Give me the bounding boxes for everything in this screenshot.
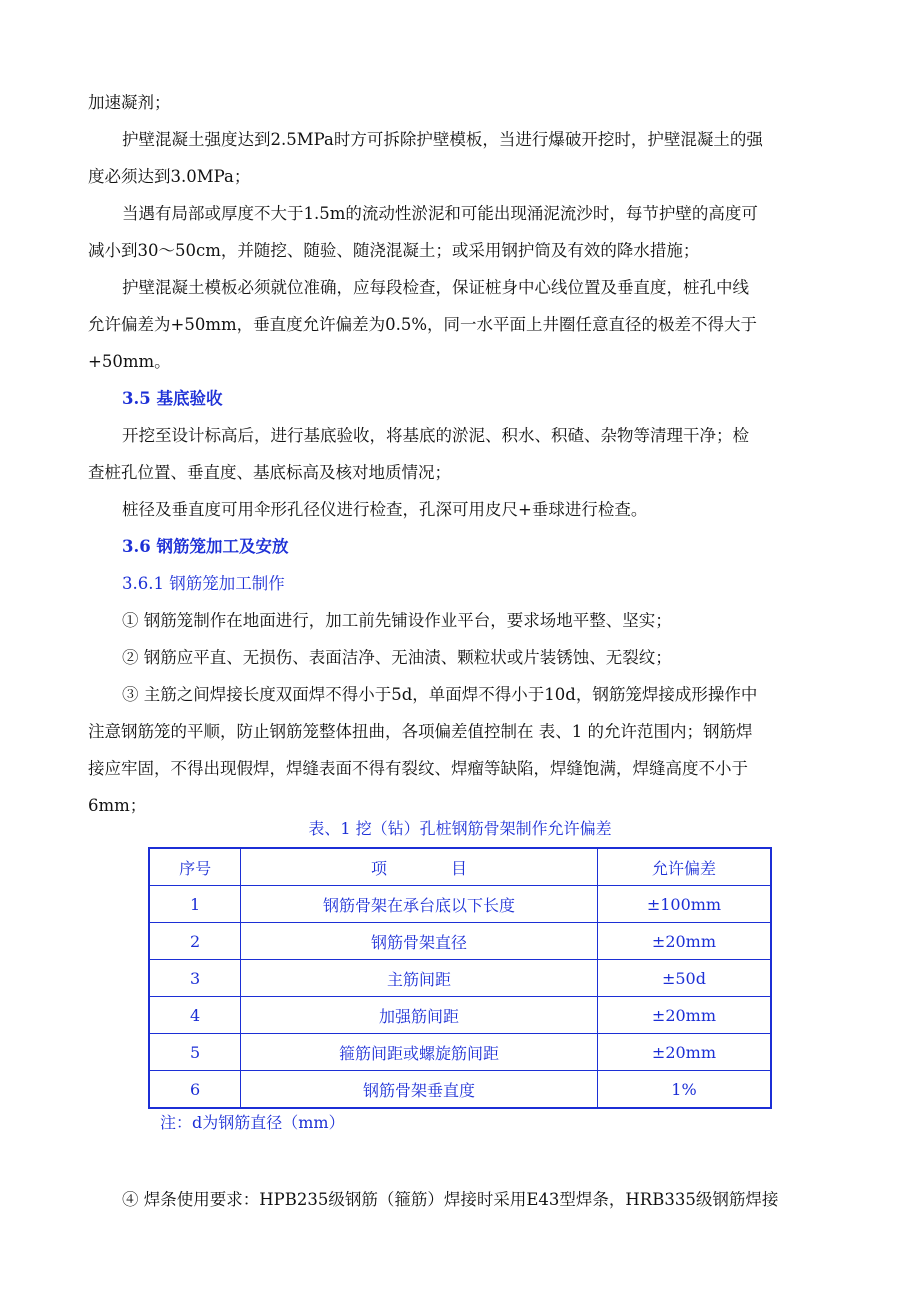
table-cell: 1: [149, 886, 241, 923]
paragraph-line: 护壁混凝土模板必须就位准确，应每段检查，保证桩身中心线位置及垂直度，桩孔中线: [122, 278, 749, 297]
table-cell: 4: [149, 997, 241, 1034]
paragraph-line: 查桩孔位置、垂直度、基底标高及核对地质情况；: [88, 463, 451, 482]
section-heading-3-5: 3.5 基底验收: [122, 389, 223, 408]
table-cell: ±50d: [597, 960, 771, 997]
paragraph-line: 接应牢固，不得出现假焊，焊缝表面不得有裂纹、焊瘤等缺陷，焊缝饱满，焊缝高度不小于: [88, 759, 748, 778]
table-row: [149, 923, 771, 960]
table-header-cell: 项 目: [241, 848, 598, 886]
paragraph-line: 注意钢筋笼的平顺，防止钢筋笼整体扭曲，各项偏差值控制在 表、1 的允许范围内；钢筋焊: [88, 722, 753, 741]
table-cell: ±20mm: [597, 1034, 771, 1071]
list-item: ③ 主筋之间焊接长度双面焊不得小于5d，单面焊不得小于10d，钢筋笼焊接成形操作中: [122, 685, 758, 704]
paragraph-line: +50mm。: [88, 352, 171, 371]
table-cell: 主筋间距: [241, 960, 598, 997]
table-cell: 1%: [597, 1071, 771, 1109]
paragraph-line: 度必须达到3.0MPa；: [88, 167, 251, 186]
paragraph-line: 减小到30～50cm，并随挖、随验、随浇混凝土；或采用钢护筒及有效的降水措施；: [88, 241, 700, 260]
table-cell: 6: [149, 1071, 241, 1109]
table-cell: ±20mm: [597, 923, 771, 960]
paragraph-line: 允许偏差为+50mm，垂直度允许偏差为0.5%，同一水平面上井圈任意直径的极差不得大于: [88, 315, 758, 334]
table-caption: 表、1 挖（钻）孔桩钢筋骨架制作允许偏差: [308, 819, 612, 838]
table-row: [149, 997, 771, 1034]
table-row: [149, 960, 771, 997]
paragraph-line: 护壁混凝土强度达到2.5MPa时方可拆除护壁模板，当进行爆破开挖时，护壁混凝土的强: [122, 130, 763, 149]
paragraph-line: 当遇有局部或厚度不大于1.5m的流动性淤泥和可能出现涌泥流沙时，每节护壁的高度可: [122, 204, 758, 223]
table-cell: 3: [149, 960, 241, 997]
table-cell: 钢筋骨架在承台底以下长度: [241, 886, 598, 923]
list-item: ② 钢筋应平直、无损伤、表面洁净、无油渍、颗粒状或片装锈蚀、无裂纹；: [122, 648, 672, 667]
tolerance-table: [148, 847, 772, 1109]
table-row: [149, 1034, 771, 1071]
table-cell: 钢筋骨架垂直度: [241, 1071, 598, 1109]
table-header-cell: 序号: [149, 848, 241, 886]
paragraph-line: 6mm；: [88, 796, 147, 815]
section-heading-3-6: 3.6 钢筋笼加工及安放: [122, 537, 289, 556]
table-cell: 加强筋间距: [241, 997, 598, 1034]
list-item: ① 钢筋笼制作在地面进行，加工前先铺设作业平台，要求场地平整、坚实；: [122, 611, 672, 630]
subsection-heading-3-6-1: 3.6.1 钢筋笼加工制作: [122, 574, 285, 593]
table-note: 注：d为钢筋直径（mm）: [160, 1113, 345, 1132]
table-cell: 箍筋间距或螺旋筋间距: [241, 1034, 598, 1071]
table-cell: 钢筋骨架直径: [241, 923, 598, 960]
table-row: [149, 886, 771, 923]
table-row: [149, 1071, 771, 1109]
paragraph-line: 桩径及垂直度可用伞形孔径仪进行检查，孔深可用皮尺+垂球进行检查。: [122, 500, 648, 519]
table-cell: ±100mm: [597, 886, 771, 923]
paragraph-line: 开挖至设计标高后，进行基底验收，将基底的淤泥、积水、积碴、杂物等清理干净；检: [122, 426, 749, 445]
table-cell: ±20mm: [597, 997, 771, 1034]
table-header-cell: 允许偏差: [597, 848, 771, 886]
paragraph-line: 加速凝剂；: [88, 93, 171, 112]
table-header-row: [149, 848, 771, 886]
table-cell: 5: [149, 1034, 241, 1071]
table-cell: 2: [149, 923, 241, 960]
list-item: ④ 焊条使用要求：HPB235级钢筋（箍筋）焊接时采用E43型焊条，HRB335级钢筋焊接: [122, 1190, 779, 1209]
